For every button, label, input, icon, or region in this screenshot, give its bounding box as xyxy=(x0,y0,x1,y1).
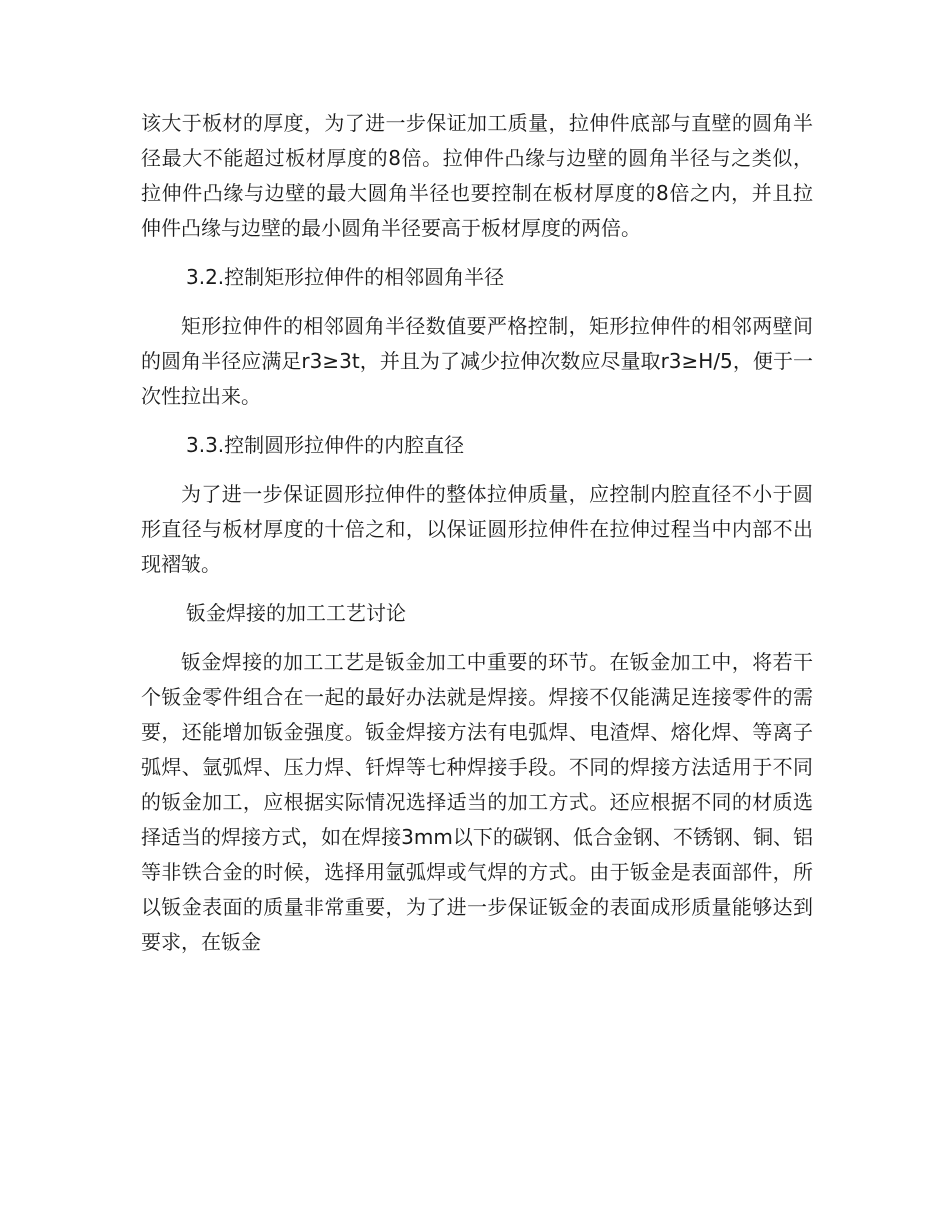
section-heading-welding: 钣金焊接的加工工艺讨论 xyxy=(186,601,406,625)
paragraph-gap xyxy=(141,246,813,260)
paragraph-gap xyxy=(141,414,813,428)
paragraph-stretching-radius: 该大于板材的厚度，为了进一步保证加工质量，拉伸件底部与直壁的圆角半径最大不能超过板材厚度的8倍。拉伸件凸缘与边壁的圆角半径与之类似，拉伸件凸缘与边壁的最大圆角半径也要控制在板材厚度的8倍之内，并且拉伸件凸缘与边壁的最小圆角半径要高于板材厚度的两倍。 xyxy=(141,111,813,240)
paragraph-rectangular-radius: 矩形拉伸件的相邻圆角半径数值要严格控制，矩形拉伸件的相邻两壁间的圆角半径应满足r3≥3t，并且为了减少拉伸次数应尽量取r3≥H/5，便于一次性拉出来。 xyxy=(141,314,813,408)
section-heading-3-2: 3.2.控制矩形拉伸件的相邻圆角半径 xyxy=(186,265,505,289)
document-body xyxy=(141,106,813,960)
paragraph-inner-diameter: 为了进一步保证圆形拉伸件的整体拉伸质量，应控制内腔直径不小于圆形直径与板材厚度的十倍之和，以保证圆形拉伸件在拉伸过程当中内部不出现褶皱。 xyxy=(141,482,813,576)
paragraph-gap xyxy=(141,631,813,645)
paragraph-gap xyxy=(141,582,813,596)
paragraph-welding-process: 钣金焊接的加工工艺是钣金加工中重要的环节。在钣金加工中，将若干个钣金零件组合在一起的最好办法就是焊接。焊接不仅能满足连接零件的需要，还能增加钣金强度。钣金焊接方法有电弧焊、电渣焊、熔化焊、等离子弧焊、氩弧焊、压力焊、钎焊等七种焊接手段。不同的焊接方法适用于不同的钣金加工，应根据实际情况选择适当的加工方式。还应根据不同的材质选择适当的焊接方式，如在焊接3mm以下的碳钢、低合金钢、不锈钢、铜、铝等非铁合金的时候，选择用氩弧焊或气焊的方式。由于钣金是表面部件，所以钣金表面的质量非常重要，为了进一步保证钣金的表面成形质量能够达到要求，在钣金 xyxy=(141,650,813,954)
paragraph-gap xyxy=(141,463,813,477)
paragraph-gap xyxy=(141,295,813,309)
section-heading-3-3: 3.3.控制圆形拉伸件的内腔直径 xyxy=(186,433,465,457)
